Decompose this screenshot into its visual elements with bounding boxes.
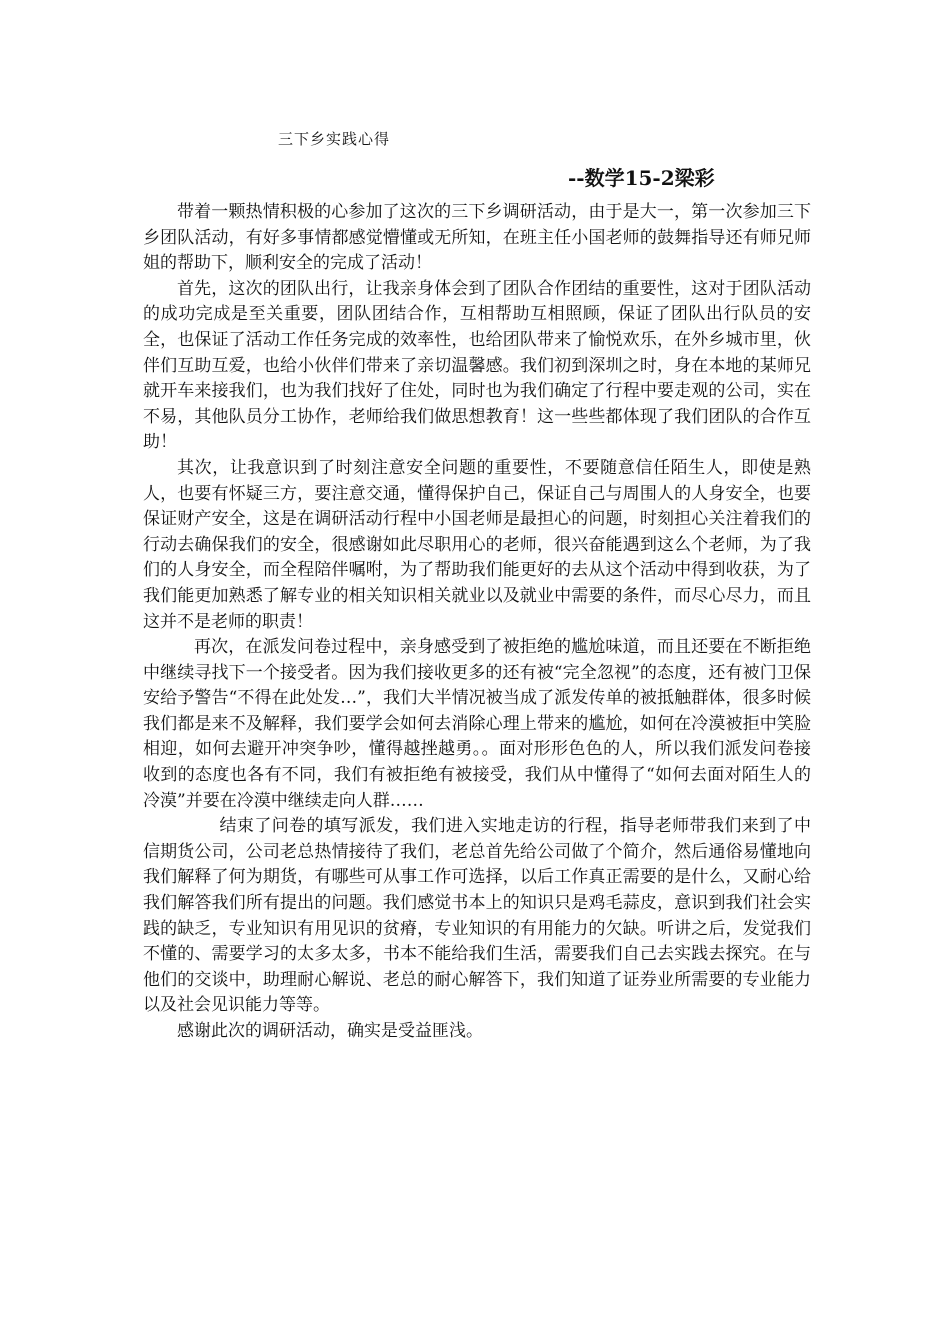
document-body: [143, 200, 811, 1045]
paragraph-company-visit: 结束了问卷的填写派发，我们进入实地走访的行程，指导老师带我们来到了中信期货公司，公司老总热情接待了我们，老总首先给公司做了个简介，然后通俗易懂地向我们解释了何为期货，有哪些可从事工作可选择，以后工作真正需要的是什么，又耐心给我们解答我们所有提出的问题。我们感觉书本上的知识只是鸡毛蒜皮，意识到我们社会实践的缺乏，专业知识有用见识的贫瘠，专业知识的有用能力的欠缺。听讲之后，发觉我们不懂的、需要学习的太多太多，书本不能给我们生活，需要我们自己去实践去探究。在与他们的交谈中，助理耐心解说、老总的耐心解答下，我们知道了证券业所需要的专业能力以及社会见识能力等等。: [143, 816, 811, 1016]
document-title: 三下乡实践心得: [278, 130, 391, 148]
author-line: --数学15-2梁彩: [568, 166, 715, 190]
paragraph-intro: 带着一颗热情积极的心参加了这次的三下乡调研活动，由于是大一，第一次参加三下乡团队活动，有好多事情都感觉懵懂或无所知，在班主任小国老师的鼓舞指导还有师兄师姐的帮助下，顺利安全的完成了活动！: [143, 202, 811, 274]
paragraph-conclusion: 感谢此次的调研活动，确实是受益匪浅。: [177, 1021, 483, 1041]
paragraph-questionnaire: 再次，在派发问卷过程中，亲身感受到了被拒绝的尴尬味道，而且还要在不断拒绝中继续寻找下一个接受者。因为我们接收更多的还有被“完全忽视”的态度，还有被门卫保安给予警告“不得在此处发…”，我们大半情况被当成了派发传单的被抵触群体，很多时候我们都是来不及解释，我们要学会如何去消除心理上带来的尴尬，如何在冷漠被拒中笑脸相迎，如何去避开冲突争吵，懂得越挫越勇。。面对形形色色的人，所以我们派发问卷接收到的态度也各有不同，我们有被拒绝有被接受，我们从中懂得了“如何去面对陌生人的冷漠”并要在冷漠中继续走向人群……: [143, 637, 811, 811]
paragraph-teamwork: 首先，这次的团队出行，让我亲身体会到了团队合作团结的重要性，这对于团队活动的成功完成是至关重要，团队团结合作，互相帮助互相照顾，保证了团队出行队员的安全，也保证了活动工作任务完成的效率性，也给团队带来了愉悦欢乐，在外乡城市里，伙伴们互助互爱，也给小伙伴们带来了亲切温馨感。我们初到深圳之时，身在本地的某师兄就开车来接我们，也为我们找好了住处，同时也为我们确定了行程中要走观的公司，实在不易，其他队员分工协作，老师给我们做思想教育！这一些些都体现了我们团队的合作互助！: [143, 278, 811, 453]
paragraph-safety: 其次，让我意识到了时刻注意安全问题的重要性，不要随意信任陌生人，即使是熟人，也要有怀疑三方，要注意交通，懂得保护自己，保证自己与周围人的人身安全，也要保证财产安全，这是在调研活动行程中小国老师是最担心的问题，时刻担心关注着我们的行动去确保我们的安全，很感谢如此尽职用心的老师，很兴奋能遇到这么个老师，为了我们的人身安全，而全程陪伴嘱咐，为了帮助我们能更好的去从这个活动中得到收获，为了我们能更加熟悉了解专业的相关知识相关就业以及就业中需要的条件，而尽心尽力，而且这并不是老师的职责！: [143, 457, 811, 632]
